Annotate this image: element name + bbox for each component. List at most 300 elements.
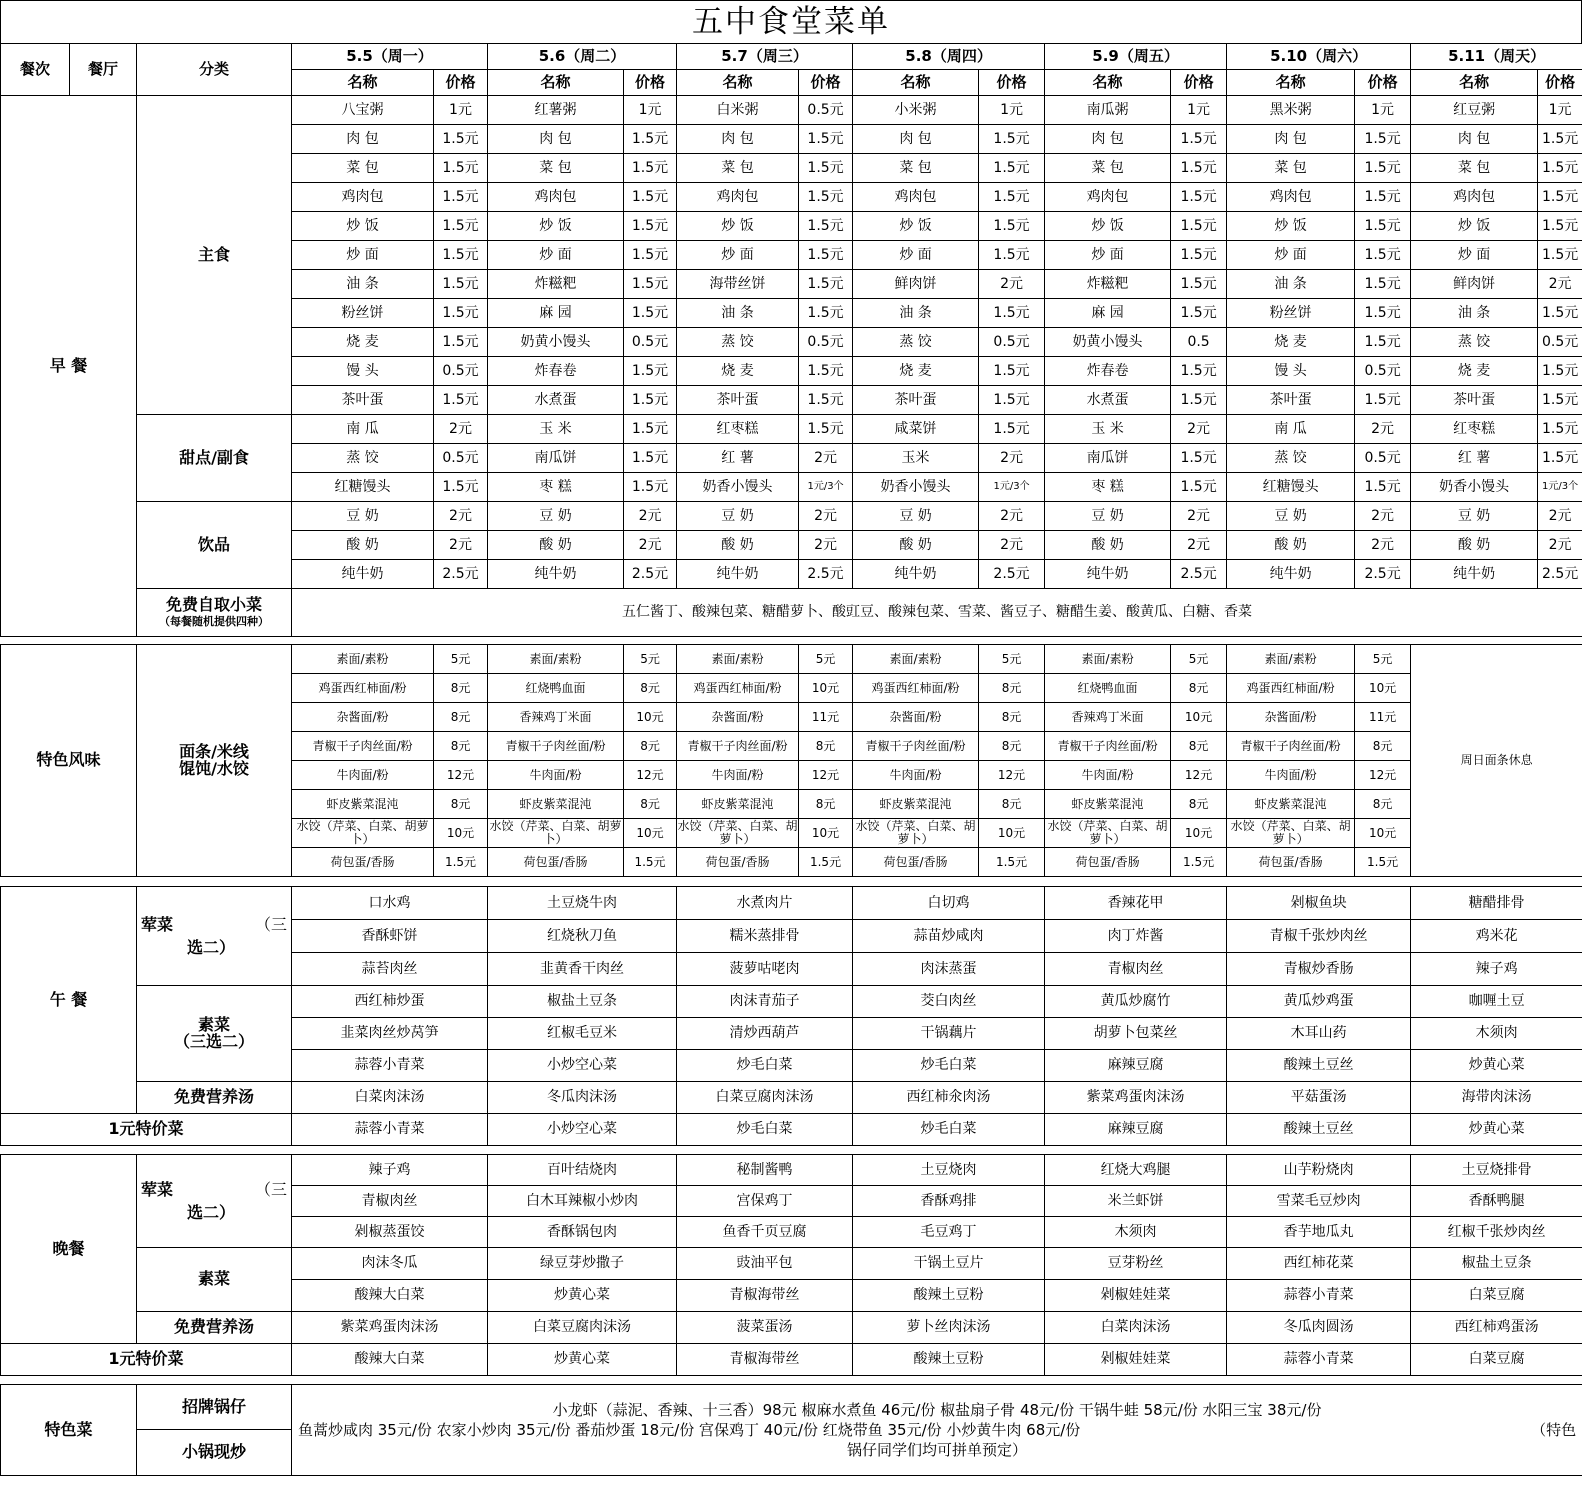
lunch-veg-dish: 椒盐土豆条 (488, 986, 677, 1018)
item-price: 1.5元 (1171, 154, 1227, 183)
item-price: 2.5元 (1538, 560, 1582, 589)
noodle-price: 10元 (624, 703, 677, 732)
item-name: 鲜肉饼 (853, 270, 979, 299)
header-price: 价格 (1355, 70, 1411, 96)
dinner-meat-dish: 白木耳辣椒小炒肉 (488, 1186, 677, 1217)
item-price: 0.5元 (1355, 357, 1411, 386)
item-price: 1.5元 (1538, 125, 1582, 154)
noodle-name: 红烧鸭血面 (488, 674, 624, 703)
lunch-meat-label: 荤菜 （三 选二） (137, 887, 292, 986)
item-price: 1元/3个 (1538, 473, 1582, 502)
item-price: 1.5元 (434, 212, 488, 241)
dinner-meat-dish: 辣子鸡 (292, 1155, 488, 1186)
item-name: 奶黄小馒头 (1045, 328, 1171, 357)
noodle-name: 虾皮紫菜混沌 (488, 790, 624, 819)
dinner-meat-dish: 秘制酱鸭 (677, 1155, 853, 1186)
header-price: 价格 (1171, 70, 1227, 96)
meal-lunch: 午 餐 (1, 887, 137, 1114)
item-name: 纯牛奶 (1227, 560, 1355, 589)
item-name: 茶叶蛋 (853, 386, 979, 415)
item-price: 1.5元 (1355, 270, 1411, 299)
item-price: 1.5元 (624, 125, 677, 154)
category-2: 饮品 (137, 502, 292, 589)
dinner-meat-dish: 红烧大鸡腿 (1045, 1155, 1227, 1186)
item-price: 2元 (1538, 502, 1582, 531)
lunch-veg-dish: 酸辣土豆丝 (1227, 1050, 1411, 1082)
item-name: 南瓜饼 (488, 444, 624, 473)
item-price: 1元 (1355, 96, 1411, 125)
item-price: 2元 (1171, 531, 1227, 560)
item-name: 茶叶蛋 (677, 386, 799, 415)
lunch-veg-dish: 木耳山药 (1227, 1018, 1411, 1050)
item-name: 酸 奶 (292, 531, 434, 560)
lunch-soup: 冬瓜肉沫汤 (488, 1082, 677, 1114)
item-name: 炒 面 (292, 241, 434, 270)
lunch-veg-dish: 黄瓜炒腐竹 (1045, 986, 1227, 1018)
noodle-name: 牛肉面/粉 (488, 761, 624, 790)
section-divider (1, 637, 1582, 645)
item-price: 0.5 (1171, 328, 1227, 357)
item-price: 1.5元 (434, 125, 488, 154)
noodle-price: 10元 (1171, 819, 1227, 848)
noodle-price: 11元 (1355, 703, 1411, 732)
item-price: 1.5元 (979, 299, 1045, 328)
header-price: 价格 (434, 70, 488, 96)
item-name: 蒸 饺 (1411, 328, 1538, 357)
item-name: 粉丝饼 (1227, 299, 1355, 328)
lunch-veg-dish: 咖喱土豆 (1411, 986, 1582, 1018)
noodle-price: 8元 (1355, 790, 1411, 819)
noodle-price: 12元 (624, 761, 677, 790)
item-price: 1.5元 (624, 183, 677, 212)
lunch-veg-dish: 炒毛白菜 (853, 1050, 1045, 1082)
noodle-name: 牛肉面/粉 (1227, 761, 1355, 790)
item-name: 鸡肉包 (292, 183, 434, 212)
signature-label: 特色菜 (1, 1385, 137, 1476)
item-name: 馒 头 (1227, 357, 1355, 386)
noodle-name: 水饺（芹菜、白菜、胡萝卜） (489, 819, 622, 846)
item-name: 肉 包 (677, 125, 799, 154)
noodle-price: 10元 (1171, 703, 1227, 732)
item-price: 1.5元 (1171, 299, 1227, 328)
item-name: 蒸 饺 (1227, 444, 1355, 473)
dinner-meat-dish: 香酥鸡排 (853, 1186, 1045, 1217)
lunch-special-dish: 炒毛白菜 (677, 1114, 853, 1146)
noodle-name: 青椒干子肉丝面/粉 (677, 732, 799, 761)
item-name: 红薯粥 (488, 96, 624, 125)
item-price: 2.5元 (1171, 560, 1227, 589)
dinner-meat-dish: 鱼香千页豆腐 (677, 1217, 853, 1248)
lunch-veg-dish: 韭菜肉丝炒莴笋 (292, 1018, 488, 1050)
item-price: 0.5元 (434, 357, 488, 386)
noodle-name: 素面/素粉 (853, 645, 979, 674)
item-name: 烧 麦 (1227, 328, 1355, 357)
lunch-soup: 紫菜鸡蛋肉沫汤 (1045, 1082, 1227, 1114)
dinner-veg-dish: 酸辣土豆粉 (853, 1280, 1045, 1312)
item-price: 2元 (1171, 415, 1227, 444)
item-price: 2元 (979, 270, 1045, 299)
item-price: 2元 (979, 502, 1045, 531)
header-day-7: 5.11（周天） (1411, 44, 1582, 70)
item-price: 1.5元 (1171, 183, 1227, 212)
item-name: 炒 面 (677, 241, 799, 270)
header-day-6: 5.10（周六） (1227, 44, 1411, 70)
noodle-name: 红烧鸭血面 (1045, 674, 1171, 703)
lunch-soup-label: 免费营养汤 (137, 1082, 292, 1114)
item-name: 炒 面 (1045, 241, 1171, 270)
dinner-veg-dish: 青椒海带丝 (677, 1280, 853, 1312)
item-name: 炒 面 (488, 241, 624, 270)
item-price: 1.5元 (624, 270, 677, 299)
header-day-3: 5.7（周三） (677, 44, 853, 70)
dinner-special-dish: 炒黄心菜 (488, 1344, 677, 1376)
header-price: 价格 (624, 70, 677, 96)
item-price: 2元 (799, 444, 853, 473)
item-name: 玉 米 (1045, 415, 1171, 444)
header-hall: 餐厅 (70, 44, 137, 96)
item-name: 豆 奶 (853, 502, 979, 531)
page-title: 五中食堂菜单 (1, 1, 1582, 44)
item-price: 2.5元 (979, 560, 1045, 589)
dinner-veg-label: 素菜 (137, 1248, 292, 1312)
item-name: 豆 奶 (1411, 502, 1538, 531)
item-price: 1.5元 (1171, 357, 1227, 386)
item-price: 1.5元 (979, 154, 1045, 183)
lunch-special-dish: 炒毛白菜 (853, 1114, 1045, 1146)
noodle-price: 11元 (799, 703, 853, 732)
item-name: 南瓜粥 (1045, 96, 1171, 125)
lunch-veg-dish: 小炒空心菜 (488, 1050, 677, 1082)
noodle-price: 12元 (434, 761, 488, 790)
item-price: 0.5元 (1355, 444, 1411, 473)
dinner-special-dish: 青椒海带丝 (677, 1344, 853, 1376)
dinner-special-dish: 蒜蓉小青菜 (1227, 1344, 1411, 1376)
item-name: 烧 麦 (853, 357, 979, 386)
item-name: 炒 饭 (292, 212, 434, 241)
lunch-meat-dish: 青椒炒香肠 (1227, 953, 1411, 986)
item-price: 1.5元 (624, 357, 677, 386)
noodle-price: 8元 (799, 732, 853, 761)
header-price: 价格 (799, 70, 853, 96)
item-name: 油 条 (292, 270, 434, 299)
header-name: 名称 (1411, 70, 1538, 96)
item-price: 2元 (1355, 502, 1411, 531)
noodle-name: 香辣鸡丁米面 (1045, 703, 1171, 732)
item-price: 2元 (1538, 270, 1582, 299)
noodle-name: 素面/素粉 (677, 645, 799, 674)
free-sides-title: 免费自取小菜 (165, 595, 262, 615)
noodle-price: 8元 (979, 674, 1045, 703)
item-price: 1.5元 (979, 241, 1045, 270)
item-price: 2元 (1538, 531, 1582, 560)
noodle-price: 8元 (979, 790, 1045, 819)
menu-table (0, 43, 1582, 1476)
dinner-veg-dish: 干锅土豆片 (853, 1248, 1045, 1280)
item-price: 1.5元 (1171, 125, 1227, 154)
item-name: 馒 头 (292, 357, 434, 386)
lunch-veg-dish: 蒜蓉小青菜 (292, 1050, 488, 1082)
noodle-price: 10元 (1355, 819, 1411, 848)
item-name: 菜 包 (488, 154, 624, 183)
item-name: 纯牛奶 (488, 560, 624, 589)
dinner-veg-dish: 豆芽粉丝 (1045, 1248, 1227, 1280)
noodle-price: 1.5元 (979, 848, 1045, 877)
item-price: 0.5元 (799, 96, 853, 125)
dinner-meat-dish: 土豆烧肉 (853, 1155, 1045, 1186)
item-price: 1.5元 (1171, 473, 1227, 502)
item-name: 酸 奶 (677, 531, 799, 560)
item-price: 1.5元 (799, 270, 853, 299)
noodle-name: 青椒干子肉丝面/粉 (488, 732, 624, 761)
item-price: 1.5元 (1538, 183, 1582, 212)
dinner-special-dish: 酸辣大白菜 (292, 1344, 488, 1376)
lunch-meat-dish: 剁椒鱼块 (1227, 887, 1411, 920)
noodle-name: 青椒干子肉丝面/粉 (1045, 732, 1171, 761)
item-price: 1元/3个 (799, 473, 853, 502)
item-price: 1.5元 (799, 183, 853, 212)
item-name: 小米粥 (853, 96, 979, 125)
item-name: 水煮蛋 (488, 386, 624, 415)
item-price: 2元 (434, 415, 488, 444)
noodle-price: 10元 (979, 819, 1045, 848)
item-price: 1.5元 (624, 299, 677, 328)
item-price: 1.5元 (1538, 299, 1582, 328)
item-name: 枣 糕 (1045, 473, 1171, 502)
item-name: 茶叶蛋 (1411, 386, 1538, 415)
dinner-soup: 西红柿鸡蛋汤 (1411, 1312, 1582, 1344)
item-name: 炒 面 (1411, 241, 1538, 270)
item-price: 2元 (1355, 531, 1411, 560)
dinner-meat-dish: 香芋地瓜丸 (1227, 1217, 1411, 1248)
noodle-price: 1.5元 (624, 848, 677, 877)
item-price: 1.5元 (624, 473, 677, 502)
lunch-veg-dish: 红椒毛豆米 (488, 1018, 677, 1050)
meal-dinner: 晚餐 (1, 1155, 137, 1344)
noodle-price: 5元 (1171, 645, 1227, 674)
item-price: 1.5元 (799, 357, 853, 386)
item-price: 1.5元 (979, 386, 1045, 415)
lunch-special-dish: 蒜蓉小青菜 (292, 1114, 488, 1146)
item-price: 1.5元 (799, 154, 853, 183)
noodle-price: 1.5元 (799, 848, 853, 877)
item-price: 1.5元 (434, 241, 488, 270)
item-price: 1元 (434, 96, 488, 125)
item-price: 2元 (979, 531, 1045, 560)
item-price: 1.5元 (799, 299, 853, 328)
noodle-name: 鸡蛋西红柿面/粉 (677, 674, 799, 703)
item-name: 菜 包 (1411, 154, 1538, 183)
noodle-name: 荷包蛋/香肠 (853, 848, 979, 877)
item-name: 鸡肉包 (853, 183, 979, 212)
header-price: 价格 (1538, 70, 1582, 96)
lunch-meat-dish: 糯米蒸排骨 (677, 920, 853, 953)
item-name: 红 薯 (1411, 444, 1538, 473)
item-price: 1.5元 (1355, 386, 1411, 415)
dinner-meat-dish: 香酥锅包肉 (488, 1217, 677, 1248)
title-table (0, 0, 1582, 44)
item-name: 炒 饭 (853, 212, 979, 241)
item-price: 1.5元 (1355, 125, 1411, 154)
lunch-meat-dish: 鸡米花 (1411, 920, 1582, 953)
item-price: 0.5元 (1538, 328, 1582, 357)
noodle-name: 水饺（芹菜、白菜、胡萝卜） (1045, 819, 1171, 848)
noodle-price: 5元 (434, 645, 488, 674)
noodle-price: 8元 (1171, 732, 1227, 761)
signature-sub1: 招牌锅仔 (137, 1385, 292, 1430)
item-price: 2元 (979, 444, 1045, 473)
noodle-name: 素面/素粉 (292, 645, 434, 674)
item-name: 油 条 (1411, 299, 1538, 328)
item-price: 1.5元 (979, 212, 1045, 241)
lunch-meat-dish: 菠萝咕咾肉 (677, 953, 853, 986)
lunch-meat-dish: 肉沫蒸蛋 (853, 953, 1045, 986)
noodle-name: 荷包蛋/香肠 (677, 848, 799, 877)
item-name: 酸 奶 (1045, 531, 1171, 560)
item-price: 1.5元 (1355, 473, 1411, 502)
item-name: 奶黄小馒头 (488, 328, 624, 357)
item-name: 红糖馒头 (292, 473, 434, 502)
item-price: 1.5元 (1355, 241, 1411, 270)
item-name: 粉丝饼 (292, 299, 434, 328)
item-price: 1.5元 (799, 386, 853, 415)
dinner-meat-dish: 香酥鸭腿 (1411, 1186, 1582, 1217)
section-divider (1, 1376, 1582, 1385)
dinner-soup: 萝卜丝肉沫汤 (853, 1312, 1045, 1344)
item-name: 酸 奶 (488, 531, 624, 560)
item-name: 麻 园 (488, 299, 624, 328)
item-price: 0.5元 (979, 328, 1045, 357)
item-price: 1.5元 (1171, 386, 1227, 415)
item-price: 1.5元 (624, 241, 677, 270)
item-name: 黑米粥 (1227, 96, 1355, 125)
item-name: 炒 饭 (1227, 212, 1355, 241)
item-price: 0.5元 (434, 444, 488, 473)
meal-breakfast: 早 餐 (1, 96, 137, 637)
dinner-veg-dish: 肉沫冬瓜 (292, 1248, 488, 1280)
header-name: 名称 (677, 70, 799, 96)
item-name: 鲜肉饼 (1411, 270, 1538, 299)
noodle-name: 杂酱面/粉 (853, 703, 979, 732)
lunch-meat-dish: 香酥虾饼 (292, 920, 488, 953)
noodle-name: 杂酱面/粉 (677, 703, 799, 732)
item-name: 豆 奶 (1227, 502, 1355, 531)
noodle-name: 杂酱面/粉 (292, 703, 434, 732)
noodle-name: 鸡蛋西红柿面/粉 (853, 674, 979, 703)
lunch-meat-dish: 口水鸡 (292, 887, 488, 920)
section-divider (1, 877, 1582, 887)
item-name: 水煮蛋 (1045, 386, 1171, 415)
header-day-4: 5.8（周四） (853, 44, 1045, 70)
item-price: 1.5元 (434, 154, 488, 183)
lunch-meat-dish: 韭黄香干肉丝 (488, 953, 677, 986)
item-name: 肉 包 (1045, 125, 1171, 154)
item-name: 炒 饭 (1045, 212, 1171, 241)
item-name: 炸春卷 (1045, 357, 1171, 386)
lunch-meat-dish: 水煮肉片 (677, 887, 853, 920)
free-sides-label (137, 589, 292, 637)
item-price: 1元/3个 (979, 473, 1045, 502)
lunch-soup: 平菇蛋汤 (1227, 1082, 1411, 1114)
item-name: 蒸 饺 (677, 328, 799, 357)
item-price: 1.5元 (1538, 415, 1582, 444)
item-price: 1.5元 (1171, 241, 1227, 270)
noodle-name: 水饺（芹菜、白菜、胡萝卜） (292, 819, 434, 848)
item-price: 2.5元 (799, 560, 853, 589)
item-price: 1.5元 (1538, 154, 1582, 183)
noodle-name: 香辣鸡丁米面 (488, 703, 624, 732)
header-price: 价格 (979, 70, 1045, 96)
lunch-meat-dish: 肉丁炸酱 (1045, 920, 1227, 953)
header-category: 分类 (137, 44, 292, 96)
item-price: 1.5元 (434, 183, 488, 212)
item-name: 八宝粥 (292, 96, 434, 125)
lunch-veg-dish: 麻辣豆腐 (1045, 1050, 1227, 1082)
item-name: 烧 麦 (292, 328, 434, 357)
header-day-2: 5.6（周二） (488, 44, 677, 70)
signature-line3: 锅仔同学们均可拼单预定） (847, 1441, 1028, 1460)
item-name: 红 薯 (677, 444, 799, 473)
dinner-soup: 冬瓜肉圆汤 (1227, 1312, 1411, 1344)
dinner-special-label: 1元特价菜 (1, 1344, 292, 1376)
item-name: 菜 包 (1045, 154, 1171, 183)
lunch-soup: 白菜肉沫汤 (292, 1082, 488, 1114)
item-price: 1.5元 (1538, 357, 1582, 386)
noodle-name: 素面/素粉 (1045, 645, 1171, 674)
item-name: 纯牛奶 (853, 560, 979, 589)
section-divider (1, 1146, 1582, 1155)
item-price: 1.5元 (799, 241, 853, 270)
noodle-price: 8元 (624, 732, 677, 761)
dinner-soup: 白菜豆腐肉沫汤 (488, 1312, 677, 1344)
lunch-meat-dish: 青椒千张炒肉丝 (1227, 920, 1411, 953)
noodle-price: 8元 (1355, 732, 1411, 761)
noodle-name: 水饺（芹菜、白菜、胡萝卜） (677, 819, 798, 846)
category-0: 主食 (137, 96, 292, 415)
signature-sub2: 小锅现炒 (137, 1430, 292, 1476)
noodle-name: 鸡蛋西红柿面/粉 (292, 674, 434, 703)
item-price: 1元 (624, 96, 677, 125)
item-name: 蒸 饺 (853, 328, 979, 357)
noodle-price: 1.5元 (434, 848, 488, 877)
item-price: 1.5元 (434, 270, 488, 299)
item-price: 0.5元 (799, 328, 853, 357)
item-name: 豆 奶 (488, 502, 624, 531)
item-price: 1.5元 (1538, 444, 1582, 473)
item-name: 酸 奶 (1227, 531, 1355, 560)
item-price: 1.5元 (1355, 328, 1411, 357)
item-price: 2元 (624, 502, 677, 531)
item-price: 1.5元 (1538, 241, 1582, 270)
noodle-price: 8元 (979, 703, 1045, 732)
lunch-meat-dish: 蒜苔肉丝 (292, 953, 488, 986)
item-name: 豆 奶 (677, 502, 799, 531)
dinner-veg-dish: 炒黄心菜 (488, 1280, 677, 1312)
noodle-name: 荷包蛋/香肠 (292, 848, 434, 877)
item-price: 1.5元 (624, 154, 677, 183)
item-name: 红枣糕 (677, 415, 799, 444)
item-name: 酸 奶 (1411, 531, 1538, 560)
item-price: 1.5元 (434, 386, 488, 415)
lunch-veg-dish: 茭白肉丝 (853, 986, 1045, 1018)
noodle-price: 10元 (799, 819, 853, 848)
noodle-price: 5元 (1355, 645, 1411, 674)
item-price: 1.5元 (1355, 183, 1411, 212)
item-name: 南 瓜 (292, 415, 434, 444)
item-name: 肉 包 (853, 125, 979, 154)
item-name: 豆 奶 (1045, 502, 1171, 531)
header-name: 名称 (488, 70, 624, 96)
item-price: 1.5元 (1355, 212, 1411, 241)
